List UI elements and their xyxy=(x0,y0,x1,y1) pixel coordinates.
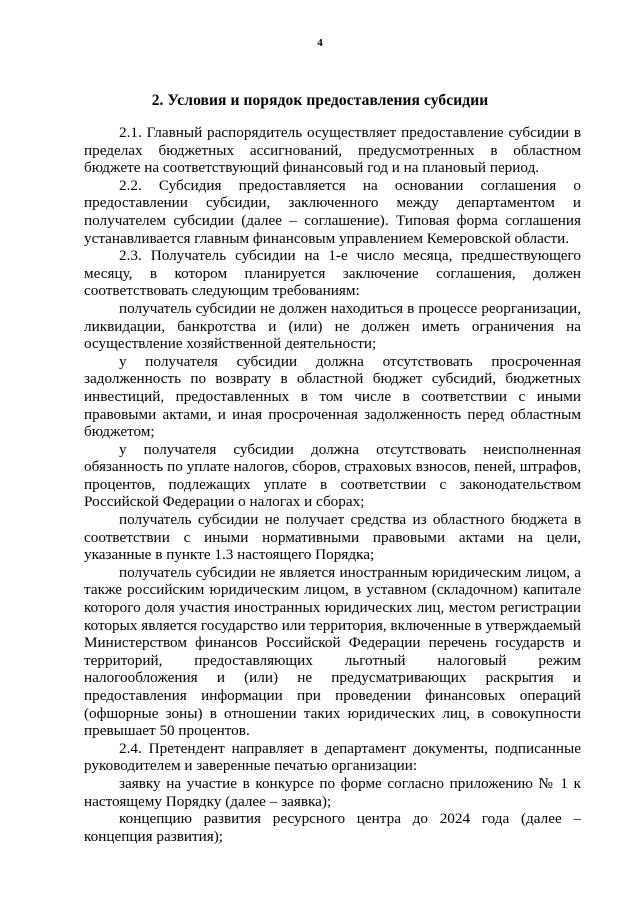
requirement-item: получатель субсидии не должен находиться в процессе реорганизации, ликвидации, банкротства и (или) не должен иметь ограничения на осуществление хозяйственной деятельности; xyxy=(84,299,581,353)
section-heading: 2. Условия и порядок предоставления субсидии xyxy=(151,92,489,109)
document-body xyxy=(84,124,581,845)
page-number: 4 xyxy=(317,37,323,49)
requirement-item: у получателя субсидии должна отсутствовать неисполненная обязанность по уплате налогов, сборов, страховых взносов, пеней, штрафов, процентов, подлежащих уплате в соответствии с законодательством Российской Федерации о налогах и сборах; xyxy=(84,440,581,511)
requirement-item: получатель субсидии не получает средства из областного бюджета в соответствии с иными нормативными правовыми актами на цели, указанные в пункте 1.3 настоящего Порядка; xyxy=(84,511,581,564)
paragraph-2-1: 2.1. Главный распорядитель осуществляет предоставление субсидии в пределах бюджетных ассигнований, предусмотренных в областном бюджете на соответствующий финансовый год и на плановый период. xyxy=(84,124,581,177)
paragraph-2-4: 2.4. Претендент направляет в департамент документы, подписанные руководителем и заверенные печатью организации: xyxy=(84,739,581,775)
requirement-item: получатель субсидии не является иностранным юридическим лицом, а также российским юридическим лицом, в уставном (складочном) капитале которого доля участия иностранных юридических лиц, местом регистрации которых является государство или территория, включенные в утверждаемый Министерством финансов Российской Федерации перечень государств и территорий, предоставляющих льготный налоговый режим налогообложения и (или) не предусматривающих раскрытия и предоставления информации при проведении финансовых операций (офшорные зоны) в отношении таких юридических лиц, в совокупности превышает 50 процентов. xyxy=(84,563,581,740)
requirement-item: у получателя субсидии должна отсутствовать просроченная задолженность по возврату в областной бюджет субсидий, бюджетных инвестиций, предоставленных в том числе в соответствии с иными правовыми актами, и иная просроченная задолженность перед областным бюджетом; xyxy=(84,352,581,441)
paragraph-2-2: 2.2. Субсидия предоставляется на основании соглашения о предоставлении субсидии, заключенного между департаментом и получателем субсидии (далее – соглашение). Типовая форма соглашения устанавливается главным финансовым управлением Кемеровской области. xyxy=(84,176,581,247)
paragraph-2-3: 2.3. Получатель субсидии на 1-е число месяца, предшествующего месяцу, в котором планируется заключение соглашения, должен соответствовать следующим требованиям: xyxy=(84,247,581,300)
document-list-item: заявку на участие в конкурсе по форме согласно приложению № 1 к настоящему Порядку (далее – заявка); xyxy=(84,774,581,810)
document-list-item: концепцию развития ресурсного центра до 2024 года (далее – концепция развития); xyxy=(84,810,581,845)
